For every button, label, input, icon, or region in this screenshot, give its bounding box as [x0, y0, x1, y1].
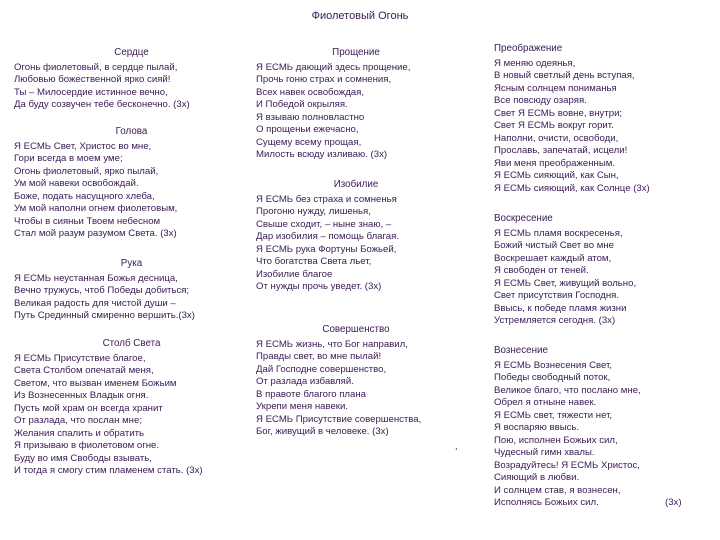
- verse-line: Я взываю полновластно: [256, 111, 365, 123]
- verse-line: В правоте благого плана: [256, 388, 367, 400]
- verse-line: Света Столбом опечатай меня,: [14, 365, 154, 376]
- verse-line: От разлада, что послан мне;: [14, 415, 142, 426]
- section-preobrazhenie: [494, 43, 704, 195]
- verse-line: Пою, исполнен Божьих сил,: [494, 434, 618, 446]
- section-heading: Преображение: [494, 43, 563, 54]
- section-body: [256, 62, 456, 162]
- verse-line: Ум мой навеки освобождай.: [14, 178, 139, 189]
- verse-line: Возрадуйтесь! Я ЕСМЬ Христос,: [494, 459, 640, 471]
- verse-line: Чудесный гимн хвалы.: [494, 447, 595, 458]
- section-proschenie: [256, 47, 456, 162]
- verse-line: Великая радость для чистой души –: [14, 297, 176, 309]
- verse-line: Свет присутствия Господня.: [494, 290, 620, 301]
- section-voznesenie: [494, 345, 709, 510]
- verse-line: Наполни, очисти, освободи,: [494, 132, 619, 144]
- verse-line: Гори всегда в моем уме;: [14, 153, 123, 164]
- verse-line: Я призываю в фиолетовом огне.: [14, 440, 160, 451]
- verse-line: Я ЕСМЬ сияющий, как Сын,: [494, 170, 619, 181]
- repeat-marker: (3х): [665, 497, 682, 508]
- section-heading: Прощение: [332, 47, 380, 58]
- verse-line: Свет Я ЕСМЬ вокруг горит.: [494, 120, 614, 131]
- verse-line: Стал мой разум разумом Света. (3х): [14, 228, 177, 239]
- section-izobilie: [256, 179, 456, 294]
- section-heading: Вознесение: [494, 345, 548, 356]
- verse-line: Прославь, запечатай, исцели!: [494, 145, 628, 156]
- verse-line: Я ЕСМЬ жизнь, что Бог направил,: [256, 338, 408, 350]
- section-heading: Совершенство: [322, 324, 390, 335]
- verse-line: Путь Срединный смиренно вершить.(3х): [14, 310, 195, 321]
- verse-line: Обрел я отныне навек.: [494, 397, 597, 408]
- verse-line-text: Исполнясь Божьих сил.: [494, 497, 599, 508]
- verse-line: И Победой окрыляя.: [256, 99, 348, 110]
- verse-line: Прогоню нужду, лишенья,: [256, 206, 371, 217]
- verse-line: Всех навек освобождая,: [256, 86, 364, 98]
- verse-line: Воскрешает каждый атом,: [494, 252, 612, 264]
- verse-line: Свыше сходит, – ныне знаю, –: [256, 218, 392, 230]
- stray-comma: ,: [455, 441, 458, 451]
- verse-line: Дар изобилия – помощь благая.: [256, 231, 399, 242]
- verse-line: Сияющий в любви.: [494, 472, 580, 483]
- verse-line: Огонь фиолетовый, в сердце пылай,: [14, 61, 178, 73]
- section-heading: Воскресение: [494, 213, 553, 224]
- verse-line: Я ЕСМЬ неустанная Божья десница,: [14, 272, 178, 284]
- section-heading: Сердце: [114, 47, 149, 58]
- page-title: Фиолетовый Огонь: [311, 10, 409, 22]
- verse-line: Яви меня преображенным.: [494, 157, 616, 169]
- verse-line: Правды свет, во мне пылай!: [256, 351, 382, 362]
- verse-line: Огонь фиолетовый, ярко пылай,: [14, 165, 159, 177]
- section-body: [14, 62, 249, 112]
- verse-line: В новый светлый день вступая,: [494, 70, 635, 81]
- verse-line: Устремляется сегодня. (3х): [494, 315, 616, 326]
- verse-line: Я ЕСМЬ рука Фортуны Божьей,: [256, 243, 397, 255]
- verse-line: Ясным солнцем пониманья: [494, 82, 617, 94]
- section-heading: Голова: [115, 126, 148, 137]
- section-heading: Рука: [120, 258, 143, 269]
- verse-line: Вечно тружусь, чтоб Победы добиться;: [14, 285, 190, 296]
- verse-line: Я ЕСМЬ Присутствие совершенства,: [256, 413, 422, 425]
- verse-line: Я ЕСМЬ дающий здесь прощение,: [256, 61, 411, 73]
- verse-line: Да буду созвучен тебе бесконечно. (3х): [14, 99, 190, 110]
- section-body: [14, 141, 249, 241]
- section-ruka: [14, 258, 249, 323]
- verse-line: Чтобы в сияньи Твоем небесном: [14, 215, 161, 227]
- section-body: [494, 58, 704, 196]
- verse-line: Изобилие благое: [256, 268, 333, 280]
- verse-line: Все повсюду озаряя.: [494, 95, 587, 106]
- verse-line: Я ЕСМЬ пламя воскресенья,: [494, 227, 623, 239]
- verse-line-last: [494, 497, 709, 510]
- verse-line: Я ЕСМЬ Присутствие благое,: [14, 352, 146, 364]
- verse-line: Сущему всему прощая,: [256, 136, 362, 148]
- section-body: [14, 353, 249, 478]
- section-voskresenie: [494, 213, 704, 328]
- verse-line: И солнцем став, я вознесен,: [494, 484, 621, 496]
- section-stolb-sveta: [14, 338, 249, 478]
- verse-line: От разлада избавляй.: [256, 376, 354, 387]
- section-body: [494, 360, 709, 498]
- verse-line: Великое благо, что послано мне,: [494, 384, 641, 396]
- verse-line: Ввысь, к победе пламя жизни: [494, 302, 627, 314]
- verse-line: Божий чистый Свет во мне: [494, 240, 615, 251]
- verse-line: Желания спалить и обратить: [14, 427, 145, 439]
- verse-line: Из Вознесенных Владык огня.: [14, 390, 149, 401]
- verse-line: Я меняю одеянья,: [494, 57, 576, 69]
- verse-line: Я ЕСМЬ без страха и сомненья: [256, 193, 397, 205]
- verse-line: Укрепи меня навеки.: [256, 401, 349, 412]
- verse-line: Я ЕСМЬ сияющий, как Солнце (3х): [494, 182, 650, 194]
- section-sovershenstvo: [256, 324, 456, 439]
- verse-line: Любовью божественной ярко сияй!: [14, 74, 171, 85]
- section-golova: [14, 126, 249, 241]
- verse-line: Бог, живущий в человеке. (3х): [256, 426, 389, 437]
- section-serdce: [14, 47, 249, 112]
- verse-line: О прощеньи ежечасно,: [256, 124, 359, 135]
- verse-line: Ум мой наполни огнем фиолетовым,: [14, 203, 178, 214]
- verse-line: Я ЕСМЬ Свет, живущий вольно,: [494, 277, 637, 289]
- section-body: [256, 339, 456, 439]
- section-body: [494, 228, 704, 328]
- verse-line: Пусть мой храм он всегда хранит: [14, 402, 163, 414]
- verse-line: Милость всюду изливаю. (3х): [256, 149, 388, 160]
- verse-line: Дай Господне совершенство,: [256, 363, 387, 375]
- verse-line: Я ЕСМЬ свет, тяжести нет,: [494, 409, 613, 421]
- section-body: [14, 273, 249, 323]
- verse-line: Боже, подать насущного хлеба,: [14, 190, 155, 202]
- verse-line: Прочь гоню страх и сомнения,: [256, 74, 392, 85]
- verse-line: Я воспаряю ввысь.: [494, 422, 580, 433]
- verse-line: Светом, что вызван именем Божьим: [14, 377, 177, 389]
- verse-line: Победы свободный поток,: [494, 372, 611, 383]
- verse-line: Свет Я ЕСМЬ вовне, внутри;: [494, 107, 623, 119]
- section-body: [256, 194, 456, 294]
- verse-line: Я свободен от теней.: [494, 265, 589, 276]
- verse-line: И тогда я смогу стим пламенем стать. (3х): [14, 465, 203, 476]
- verse-line: Что богатства Света льет,: [256, 256, 372, 267]
- verse-line: От нужды прочь уведет. (3х): [256, 281, 382, 292]
- section-heading: Изобилие: [333, 179, 379, 190]
- verse-line: Я ЕСМЬ Вознесения Свет,: [494, 359, 613, 371]
- section-heading: Столб Света: [102, 338, 161, 349]
- verse-line: Ты – Милосердие истинное вечно,: [14, 86, 168, 98]
- verse-line: Я ЕСМЬ Свет, Христос во мне,: [14, 140, 152, 152]
- verse-line: Буду во имя Свободы взывать,: [14, 452, 152, 464]
